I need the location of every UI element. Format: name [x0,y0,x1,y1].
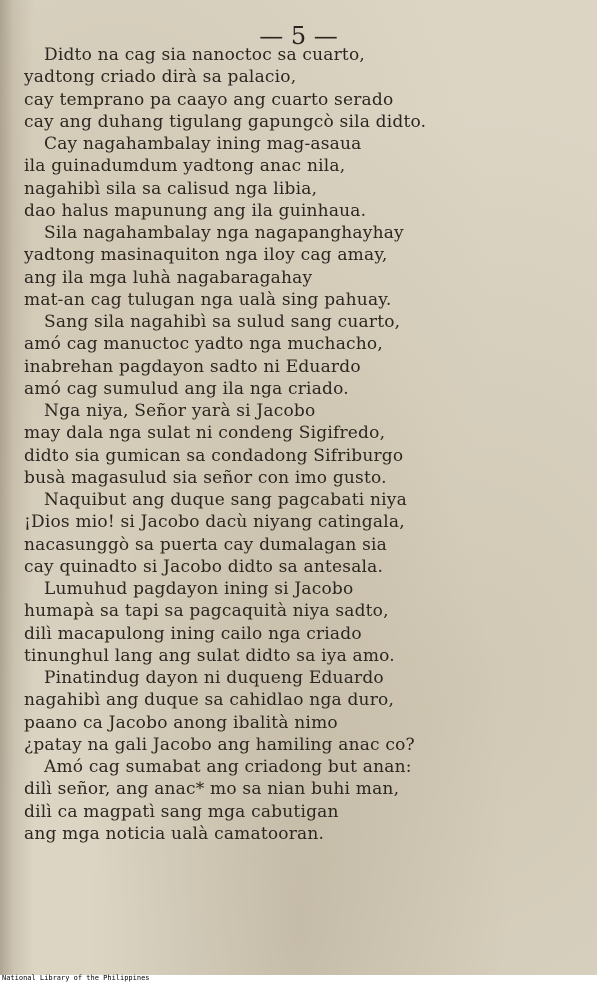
verse-line: cay quinadto si Jacobo didto sa antesala. [24,556,384,577]
verse-line: Nga niya, Señor yarà si Jacobo [44,401,316,421]
verse-line: cay ang duhang tigulang gapungcò sila didto. [24,111,427,132]
verse-line: amó cag sumulud ang ila nga criado. [24,378,349,399]
page-number: — 5 — [259,22,338,50]
verse-line: yadtong masinaquiton nga iloy cag amay, [24,245,388,266]
verse-line: Amó cag sumabat ang criadong but anan: [44,757,412,777]
verse-line: didto sia gumican sa condadong Sifriburgo [24,445,404,466]
verse-line: nacasunggò sa puerta cay dumalagan sia [24,534,388,555]
verse-line: Naquibut ang duque sang pagcabati niya [44,490,407,510]
verse-line: dilì ca magpatì sang mga cabutigan [24,801,339,822]
verse-line: tinunghul lang ang sulat didto sa iya amo. [24,645,395,666]
verse-line: may dala nga sulat ni condeng Sigifredo, [24,423,386,444]
verse-line: nagahibì sila sa calisud nga libia, [24,178,318,199]
verse-line: paano ca Jacobo anong ibalità nimo [24,712,338,733]
verse-line: inabrehan pagdayon sadto ni Eduardo [24,356,361,377]
verse-line: ¿patay na gali Jacobo ang hamiling anac co? [24,734,415,755]
verse-line: ¡Dios mio! si Jacobo dacù niyang catingala, [24,512,405,533]
verse-line: amó cag manuctoc yadto nga muchacho, [24,334,383,355]
verse-line: dilì señor, ang anac* mo sa nian buhi man, [24,779,400,800]
verse-line: ang mga noticia ualà camatooran. [24,823,325,844]
verse-line: busà magasulud sia señor con imo gusto. [24,467,387,488]
footer-credit: National Library of the Philippines [2,974,150,982]
verse-line: humapà sa tapi sa pagcaquità niya sadto, [24,601,389,622]
verse-line: ang ila mga luhà nagabaragahay [24,267,313,288]
verse-line: ila guinadumdum yadtong anac nila, [24,156,346,177]
verse-line: Lumuhud pagdayon ining si Jacobo [44,579,354,599]
verse-line: nagahibì ang duque sa cahidlao nga duro, [24,690,395,711]
verse-line: dao halus mapunung ang ila guinhaua. [24,200,367,221]
verse-line: yadtong criado dirà sa palacio, [24,67,297,88]
verse-line: Pinatindug dayon ni duqueng Eduardo [44,668,384,688]
verse-line: Sila nagahambalay nga nagapanghayhay [44,223,404,243]
footer-bar [0,975,597,983]
verse-line: cay temprano pa caayo ang cuarto serado [24,89,394,110]
verse-list [0,44,597,845]
verse-line: mat-an cag tulugan nga ualà sing pahuay. [24,289,392,310]
verse-line: Cay nagahambalay ining mag-asaua [44,134,362,154]
verse-line: Didto na cag sia nanoctoc sa cuarto, [44,45,365,65]
verse-line: dilì macapulong ining cailo nga criado [24,623,362,644]
verse-line: Sang sila nagahibì sa sulud sang cuarto, [44,312,401,332]
